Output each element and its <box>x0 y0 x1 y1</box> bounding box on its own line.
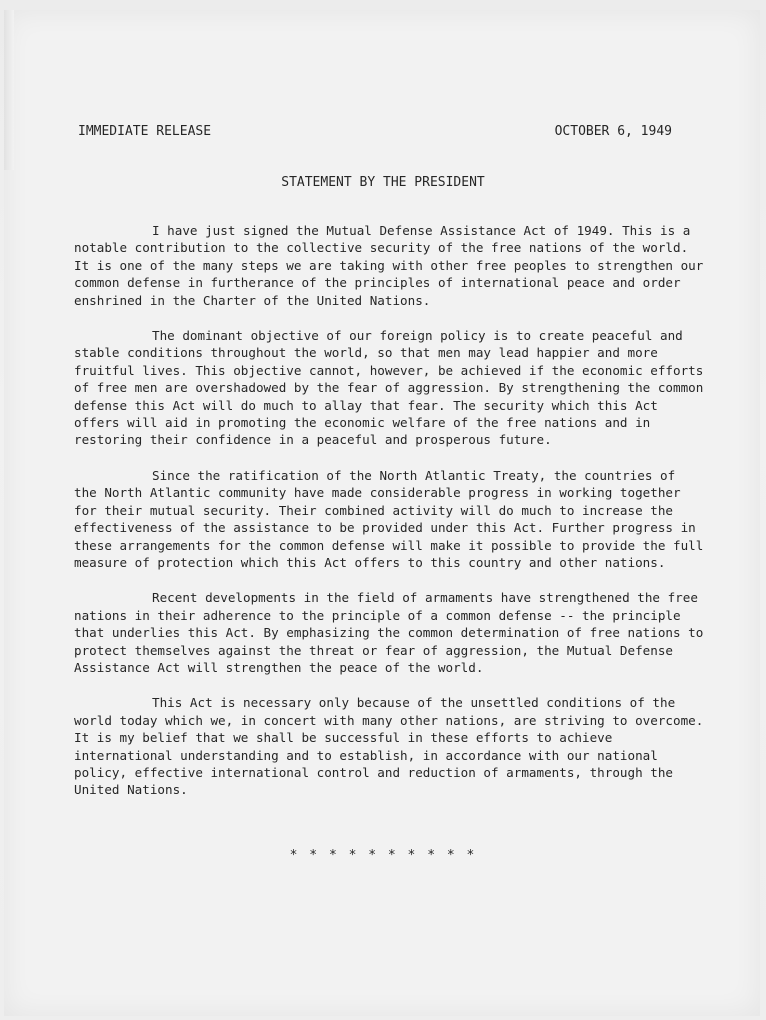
end-mark: * * * * * * * * * * <box>289 848 477 863</box>
paragraph-5: This Act is necessary only because of the unsettled conditions of the world today which we, in concert with many other nations, are striving to overcome. It is my belief that we shall be successful in these efforts to achieve international understanding and to establish, in accordance with our national policy, effective international control and reduction of armaments, through the United Nations. <box>74 695 704 798</box>
release-label: IMMEDIATE RELEASE <box>78 124 212 139</box>
paragraph-4: Recent developments in the field of armaments have strengthened the free nations in their adherence to the principle of a common defense -- the principle that underlies this Act. By emphasizing the common determination of free nations to protect themselves against the threat or fear of aggression, the Mutual Defense Assistance Act will strengthen the peace of the world. <box>74 590 704 675</box>
document-header <box>78 124 672 139</box>
document-title: STATEMENT BY THE PRESIDENT <box>281 175 485 190</box>
release-date: OCTOBER 6, 1949 <box>554 124 672 139</box>
paragraph-2: The dominant objective of our foreign policy is to create peaceful and stable conditions throughout the world, so that men may lead happier and more fruitful lives. This objective cannot, however, be achieved if the economic efforts of free men are overshadowed by the fear of aggression. By strengthening the common defense this Act will do much to allay that fear. The security which this Act offers will aid in promoting the economic welfare of the free nations and in restoring their confidence in a peaceful and prosperous future. <box>74 328 704 448</box>
paragraph-1: I have just signed the Mutual Defense Assistance Act of 1949. This is a notable contribution to the collective security of the free nations of the world. It is one of the many steps we are taking with other free peoples to strengthen our common defense in furtherance of the principles of international peace and order enshrined in the Charter of the United Nations. <box>74 223 704 308</box>
paragraph-3: Since the ratification of the North Atlantic Treaty, the countries of the North Atlantic community have made considerable progress in working together for their mutual security. Their combined activity will do much to increase the effectiveness of the assistance to be provided under this Act. Further progress in these arrangements for the common defense will make it possible to provide the full measure of protection which this Act offers to this country and other nations. <box>74 467 704 570</box>
torn-edge <box>4 10 14 170</box>
document-body <box>74 222 704 817</box>
